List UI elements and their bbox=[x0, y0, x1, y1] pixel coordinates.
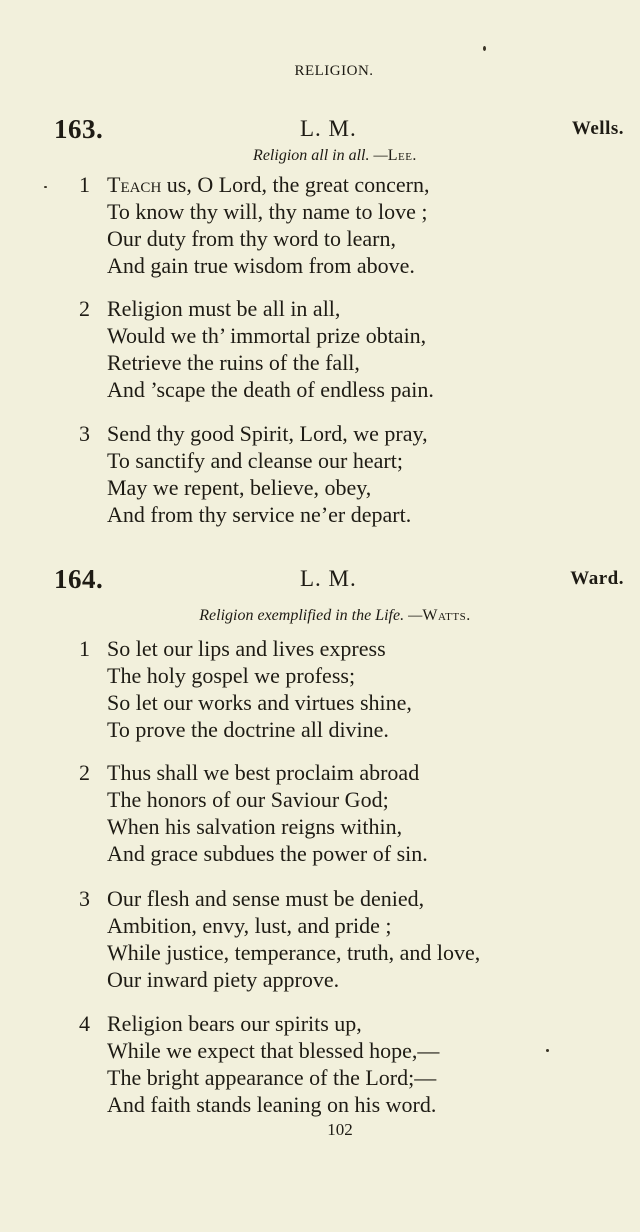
verse-line: The honors of our Saviour God; bbox=[107, 787, 389, 812]
paper-speck bbox=[44, 186, 47, 188]
verse-line: Retrieve the ruins of the fall, bbox=[107, 350, 360, 375]
verse-line: The bright appearance of the Lord;— bbox=[107, 1065, 437, 1090]
stanza-number: 2 bbox=[79, 296, 90, 321]
verse-line: When his salvation reigns within, bbox=[107, 814, 403, 839]
subtitle-dash: — bbox=[373, 147, 388, 164]
subtitle-text: Religion all in all. bbox=[253, 147, 370, 164]
page-number: 102 bbox=[327, 1120, 353, 1139]
verse-line: And faith stands leaning on his word. bbox=[107, 1092, 437, 1117]
stanza-number: 1 bbox=[79, 172, 90, 197]
stanza-number: 3 bbox=[79, 421, 90, 446]
paper-speck bbox=[546, 1049, 549, 1052]
hymn-header-163 bbox=[0, 114, 640, 148]
verse-line: The holy gospel we profess; bbox=[107, 663, 356, 688]
hymn-subtitle-163 bbox=[0, 147, 640, 165]
verse-line bbox=[107, 172, 429, 198]
verse-line: Send thy good Spirit, Lord, we pray, bbox=[107, 421, 428, 446]
verse-line: And from thy service ne’er depart. bbox=[107, 502, 412, 527]
stanza-number: 4 bbox=[79, 1011, 90, 1036]
hymn-meter: L. M. bbox=[300, 566, 357, 591]
verse-line: To prove the doctrine all divine. bbox=[107, 717, 389, 742]
hymn-tune: Wells. bbox=[571, 118, 624, 139]
verse-line: To sanctify and cleanse our heart; bbox=[107, 448, 403, 473]
verse-line: And grace subdues the power of sin. bbox=[107, 841, 428, 866]
verse-line: Our flesh and sense must be denied, bbox=[107, 886, 425, 911]
verse-line: Our inward piety approve. bbox=[107, 967, 340, 992]
verse-line: Religion must be all in all, bbox=[107, 296, 341, 321]
subtitle-author: Lee. bbox=[387, 147, 417, 164]
hymn-subtitle-164 bbox=[0, 607, 640, 625]
verse-line: And ’scape the death of endless pain. bbox=[107, 377, 434, 402]
verse-line: And gain true wisdom from above. bbox=[107, 253, 415, 278]
running-head: RELIGION. bbox=[294, 63, 374, 79]
verse-line: While justice, temperance, truth, and love, bbox=[107, 940, 481, 965]
paper-speck bbox=[483, 46, 486, 51]
hymn-header-164 bbox=[0, 564, 640, 598]
verse-line: Religion bears our spirits up, bbox=[107, 1011, 362, 1036]
verse-line: So let our lips and lives express bbox=[107, 636, 386, 661]
stanza-number: 3 bbox=[79, 886, 90, 911]
hymn-number: 163. bbox=[54, 114, 104, 144]
verse-line: So let our works and virtues shine, bbox=[107, 690, 412, 715]
verse-line: Ambition, envy, lust, and pride ; bbox=[107, 913, 392, 938]
hymn-tune: Ward. bbox=[570, 568, 624, 589]
subtitle-text: Religion exemplified in the Life. bbox=[199, 607, 405, 624]
subtitle-dash: — bbox=[408, 607, 423, 624]
verse-line: While we expect that blessed hope,— bbox=[107, 1038, 440, 1063]
first-word: Teach bbox=[107, 172, 162, 197]
hymn-number: 164. bbox=[54, 564, 104, 594]
stanza-number: 1 bbox=[79, 636, 90, 661]
verse-line: To know thy will, thy name to love ; bbox=[107, 199, 428, 224]
verse-line: May we repent, believe, obey, bbox=[107, 475, 372, 500]
hymn-meter: L. M. bbox=[300, 116, 357, 141]
subtitle-author: Watts. bbox=[422, 607, 471, 624]
verse-line: Would we th’ immortal prize obtain, bbox=[107, 323, 427, 348]
verse-line: Thus shall we best proclaim abroad bbox=[107, 760, 420, 785]
line-rest: us, O Lord, the great concern, bbox=[161, 172, 430, 197]
stanza-number: 2 bbox=[79, 760, 90, 785]
verse-line: Our duty from thy word to learn, bbox=[107, 226, 396, 251]
